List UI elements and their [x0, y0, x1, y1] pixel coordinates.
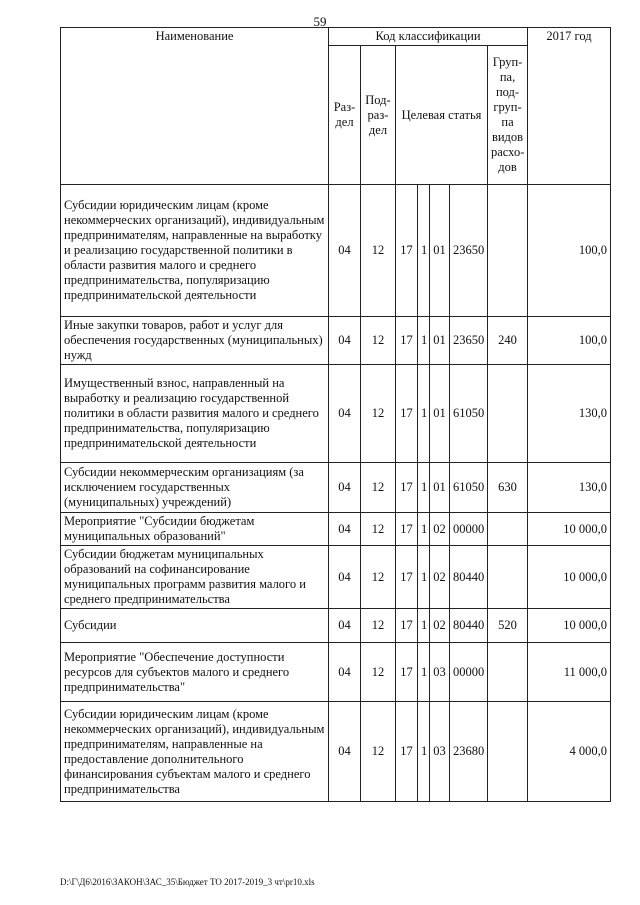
row-subsection: 12: [361, 463, 396, 513]
row-name: Субсидии некоммерческим организациям (за исключением государственных (муниципальных) учреждений): [61, 463, 329, 513]
row-ts-subprogram: 1: [418, 365, 430, 463]
row-ts-subprogram: 1: [418, 317, 430, 365]
row-subsection: 12: [361, 513, 396, 546]
header-section-text: Раз- дел: [333, 100, 356, 129]
row-ts-direction: 80440: [450, 546, 488, 609]
row-subsection: 12: [361, 185, 396, 317]
row-ts-program: 17: [396, 546, 418, 609]
row-subsection: 12: [361, 609, 396, 643]
row-name: Мероприятие "Субсидии бюджетам муниципальных образований": [61, 513, 329, 546]
row-group: 520: [488, 609, 528, 643]
row-ts-program: 17: [396, 463, 418, 513]
row-name: Субсидии бюджетам муниципальных образований на софинансирование муниципальных программ развития малого и среднего предпринимательства: [61, 546, 329, 609]
row-subsection: 12: [361, 317, 396, 365]
row-amount: 10 000,0: [528, 609, 611, 643]
row-name: Субсидии юридическим лицам (кроме некоммерческих организаций), индивидуальным предпринимателям, направленные на выработку и реализацию государственной политики в области развития малого и среднего предпринимательства, популяризацию предпринимательской деятельности: [61, 185, 329, 317]
row-ts-subprogram: 1: [418, 702, 430, 802]
row-ts-program: 17: [396, 185, 418, 317]
header-expense-group-text: Груп- па, под- груп- па видов расхо- дов: [491, 55, 525, 174]
row-amount: 10 000,0: [528, 546, 611, 609]
row-ts-event: 01: [430, 185, 450, 317]
row-amount: 100,0: [528, 185, 611, 317]
row-name: Мероприятие "Обеспечение доступности ресурсов для субъектов малого и среднего предпринимательства": [61, 643, 329, 702]
row-ts-program: 17: [396, 609, 418, 643]
row-section: 04: [329, 317, 361, 365]
row-ts-direction: 23680: [450, 702, 488, 802]
row-subsection: 12: [361, 365, 396, 463]
row-amount: 4 000,0: [528, 702, 611, 802]
header-target-article: Целевая статья: [396, 46, 488, 185]
row-section: 04: [329, 463, 361, 513]
row-ts-event: 01: [430, 365, 450, 463]
row-group: [488, 185, 528, 317]
header-year: 2017 год: [528, 28, 611, 185]
row-section: 04: [329, 609, 361, 643]
row-section: 04: [329, 546, 361, 609]
table-row: [61, 513, 611, 546]
row-group: [488, 702, 528, 802]
row-subsection: 12: [361, 546, 396, 609]
row-ts-direction: 61050: [450, 463, 488, 513]
row-amount: 130,0: [528, 365, 611, 463]
header-subsection-text: Под- раз- дел: [365, 92, 391, 137]
row-amount: 10 000,0: [528, 513, 611, 546]
row-ts-direction: 00000: [450, 643, 488, 702]
row-amount: 100,0: [528, 317, 611, 365]
row-subsection: 12: [361, 643, 396, 702]
row-group: 240: [488, 317, 528, 365]
row-ts-event: 01: [430, 463, 450, 513]
row-ts-event: 02: [430, 513, 450, 546]
row-ts-direction: 61050: [450, 365, 488, 463]
row-group: [488, 546, 528, 609]
table-row: [61, 365, 611, 463]
header-subsection: [361, 46, 396, 185]
row-section: 04: [329, 365, 361, 463]
row-amount: 11 000,0: [528, 643, 611, 702]
row-amount: 130,0: [528, 463, 611, 513]
row-ts-program: 17: [396, 365, 418, 463]
footer-file-path: D:\Г\Д6\2016\ЗАКОН\ЗАС_35\Бюджет ТО 2017-2019_3 чт\pr10.xls: [60, 877, 315, 887]
row-name: Субсидии юридическим лицам (кроме некоммерческих организаций), индивидуальным предпринимателям, направленные на предоставление дополнительного финансирования субъектам малого и среднего предпринимательства: [61, 702, 329, 802]
row-subsection: 12: [361, 702, 396, 802]
row-ts-direction: 80440: [450, 609, 488, 643]
row-ts-direction: 23650: [450, 317, 488, 365]
row-group: [488, 365, 528, 463]
row-ts-event: 01: [430, 317, 450, 365]
row-ts-subprogram: 1: [418, 513, 430, 546]
row-section: 04: [329, 643, 361, 702]
header-name: Наименование: [61, 28, 329, 185]
table-row: [61, 317, 611, 365]
table-row: [61, 702, 611, 802]
row-ts-event: 02: [430, 609, 450, 643]
row-name: Имущественный взнос, направленный на выработку и реализацию государственной политики в области развития малого и среднего предпринимательства, популяризацию предпринимательской деятельности: [61, 365, 329, 463]
budget-table: [60, 27, 611, 802]
row-section: 04: [329, 702, 361, 802]
row-ts-subprogram: 1: [418, 643, 430, 702]
header-section: [329, 46, 361, 185]
page-number: 59: [313, 14, 327, 29]
row-ts-subprogram: 1: [418, 185, 430, 317]
row-ts-direction: 23650: [450, 185, 488, 317]
row-ts-direction: 00000: [450, 513, 488, 546]
header-row-top: [61, 28, 611, 46]
row-group: 630: [488, 463, 528, 513]
row-ts-event: 03: [430, 702, 450, 802]
row-section: 04: [329, 513, 361, 546]
row-ts-event: 03: [430, 643, 450, 702]
header-expense-group: [488, 46, 528, 185]
row-name: Иные закупки товаров, работ и услуг для обеспечения государственных (муниципальных) нужд: [61, 317, 329, 365]
row-ts-program: 17: [396, 513, 418, 546]
row-ts-program: 17: [396, 643, 418, 702]
table-row: [61, 546, 611, 609]
row-ts-subprogram: 1: [418, 546, 430, 609]
table-row: [61, 185, 611, 317]
header-classification-code: Код классификации: [329, 28, 528, 46]
row-ts-event: 02: [430, 546, 450, 609]
row-ts-subprogram: 1: [418, 609, 430, 643]
table-row: [61, 643, 611, 702]
row-group: [488, 643, 528, 702]
row-group: [488, 513, 528, 546]
table-row: [61, 463, 611, 513]
row-ts-subprogram: 1: [418, 463, 430, 513]
row-name: Субсидии: [61, 609, 329, 643]
row-section: 04: [329, 185, 361, 317]
row-ts-program: 17: [396, 317, 418, 365]
table-row: [61, 609, 611, 643]
row-ts-program: 17: [396, 702, 418, 802]
